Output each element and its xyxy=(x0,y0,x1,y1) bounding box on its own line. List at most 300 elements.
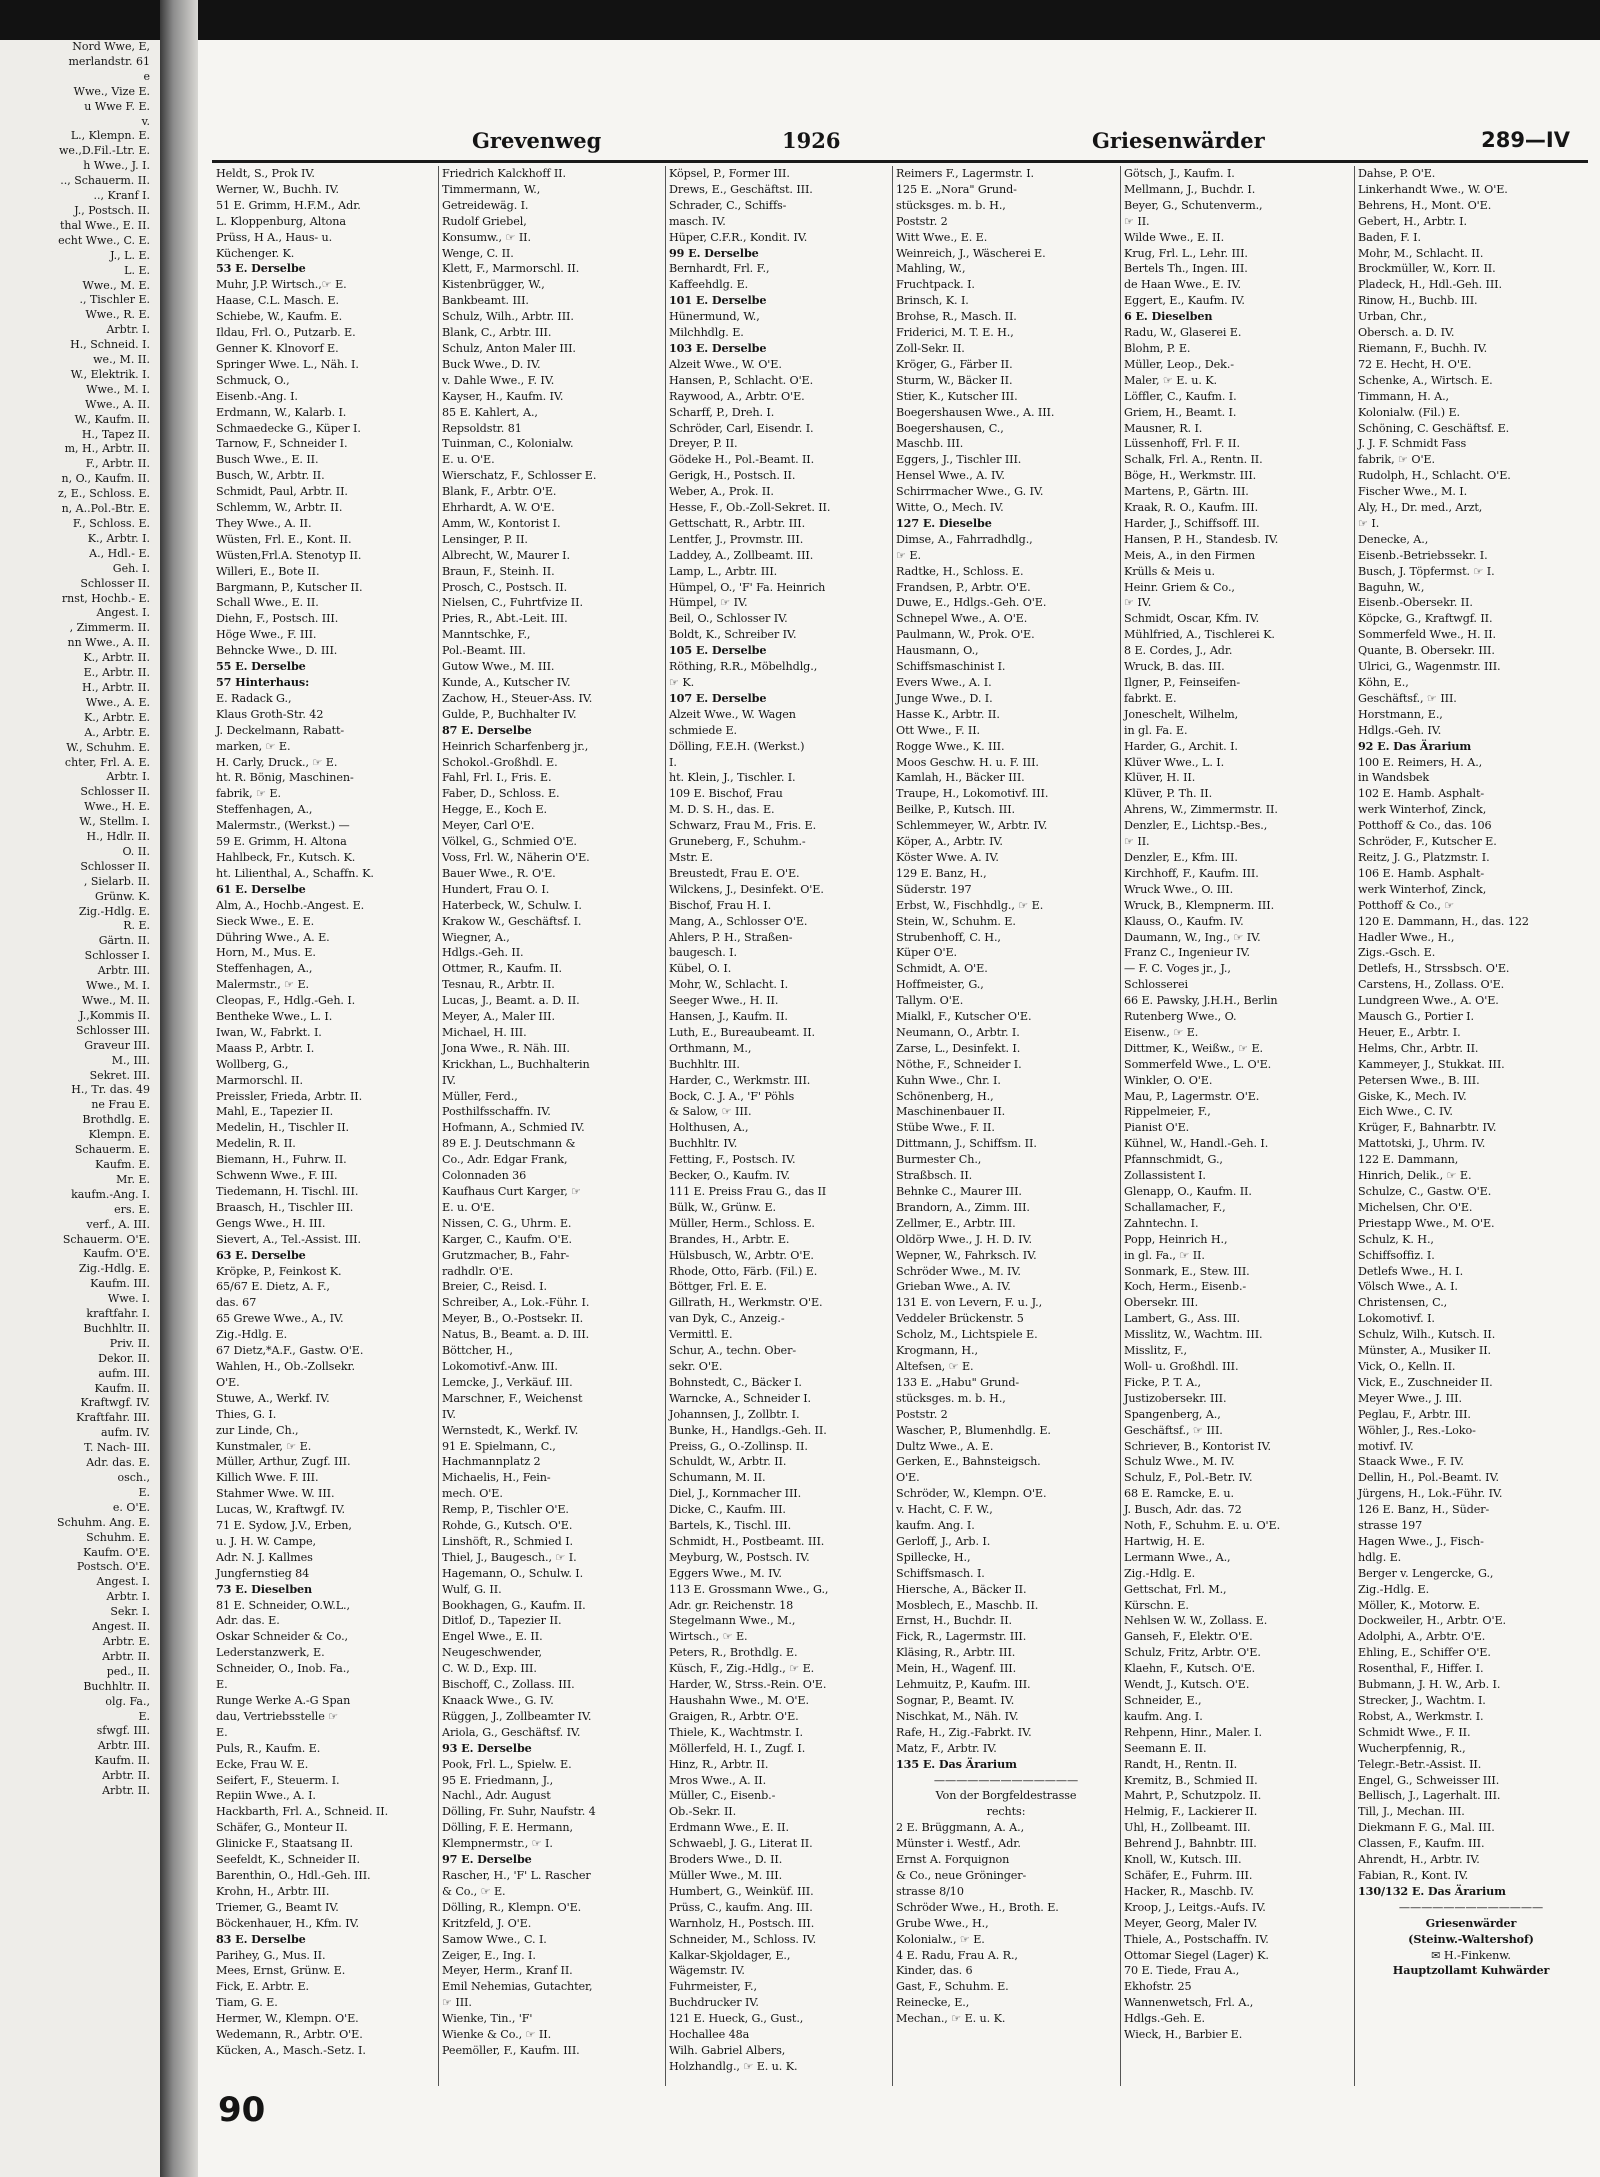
directory-entry: Hansen, P., Schlacht. O'E. xyxy=(669,373,814,387)
directory-entry: Dellin, H., Pol.-Beamt. IV. xyxy=(1358,1471,1499,1485)
directory-entry: Zig.-Hdlg. E. xyxy=(216,1328,288,1342)
directory-entry: Thiel, J., Baugesch., ☞ I. xyxy=(442,1550,577,1564)
directory-entry: Höge Wwe., F. III. xyxy=(216,628,317,642)
directory-entry: Schrader, C., Schiffs- xyxy=(669,198,787,212)
directory-entry: Marmorschl. II. xyxy=(216,1073,303,1087)
directory-entry: Burmester Ch., xyxy=(896,1153,982,1167)
directory-entry: Bernhardt, Frl. F., xyxy=(669,262,770,276)
directory-entry: Schmuck, O., xyxy=(216,373,290,387)
directory-house-heading: 127 E. Dieselbe xyxy=(896,515,992,530)
prev-page-line: E. xyxy=(138,1709,150,1723)
directory-entry: Mühlfried, A., Tischlerei K. xyxy=(1124,628,1275,642)
directory-entry: 72 E. Hecht, H. O'E. xyxy=(1358,357,1472,371)
prev-page-line: E., Arbtr. II. xyxy=(83,666,150,680)
prev-page-line: Grünw. K. xyxy=(94,889,150,903)
directory-entry: Münster i. Westf., Adr. xyxy=(896,1837,1021,1851)
directory-entry: ✉ H.-Finkenw. xyxy=(1431,1948,1511,1962)
directory-entry: Blohm, P. E. xyxy=(1124,341,1191,355)
directory-entry: Genner K. Klnovorf E. xyxy=(216,341,339,355)
directory-entry: Zahntechn. I. xyxy=(1124,1216,1199,1230)
prev-page-line: Angest. II. xyxy=(92,1620,150,1634)
prev-page-line: kaufm.-Ang. I. xyxy=(71,1187,150,1201)
directory-entry: Ildau, Frl. O., Putzarb. E. xyxy=(216,326,356,340)
prev-page-line: W., Schuhm. E. xyxy=(66,740,150,754)
directory-entry: ☞ E. xyxy=(896,548,921,562)
directory-entry: 89 E. J. Deutschmann & xyxy=(442,1137,576,1151)
directory-entry: Bischoff, C., Zollass. III. xyxy=(442,1678,575,1692)
directory-entry: 109 E. Bischof, Frau xyxy=(669,787,783,801)
directory-entry: Schmidt, Oscar, Kfm. IV. xyxy=(1124,612,1260,626)
directory-entry: Dimse, A., Fahrradhdlg., xyxy=(896,532,1033,546)
directory-entry: fabrkt. E. xyxy=(1124,691,1177,705)
directory-column-1 xyxy=(212,166,439,2086)
directory-entry: Götsch, J., Kaufm. I. xyxy=(1124,167,1235,180)
prev-page-line: H., Schneid. I. xyxy=(70,338,150,352)
prev-page-line: J.,Kommis II. xyxy=(79,1008,150,1022)
directory-entry: Reimers F., Lagermstr. I. xyxy=(896,167,1034,180)
directory-entry: Brandorn, A., Zimm. III. xyxy=(896,1200,1030,1214)
directory-entry: Dittmann, J., Schiffsm. II. xyxy=(896,1137,1037,1151)
directory-entry: Dultz Wwe., A. E. xyxy=(896,1439,994,1453)
directory-house-heading: 61 E. Derselbe xyxy=(216,881,306,896)
prev-page-line: Arbtr. II. xyxy=(102,1769,150,1783)
directory-entry: strasse 197 xyxy=(1358,1519,1423,1533)
directory-entry: kaufm. Ang. I. xyxy=(896,1519,975,1533)
directory-entry: Wienke & Co., ☞ II. xyxy=(442,2028,552,2042)
directory-entry: werk Winterhof, Zinck, xyxy=(1358,803,1487,817)
directory-entry: Kübel, O. I. xyxy=(669,962,732,976)
directory-entry: motivf. IV. xyxy=(1358,1439,1414,1453)
directory-entry: Helmig, F., Lackierer II. xyxy=(1124,1805,1258,1819)
directory-entry: Malermstr., ☞ E. xyxy=(216,978,310,992)
prev-page-line: u Wwe F. E. xyxy=(84,99,150,113)
directory-entry: Hdlgs.-Geh. IV. xyxy=(1358,723,1442,737)
directory-entry: Raywood, A., Arbtr. O'E. xyxy=(669,389,805,403)
directory-entry: ☞ IV. xyxy=(1124,596,1152,610)
directory-entry: Veddeler Brückenstr. 5 xyxy=(896,1312,1024,1326)
directory-entry: Seifert, F., Steuerm. I. xyxy=(216,1773,340,1787)
directory-entry: Evers Wwe., A. I. xyxy=(896,676,992,689)
directory-house-heading: 63 E. Derselbe xyxy=(216,1247,306,1262)
directory-entry: Eich Wwe., C. IV. xyxy=(1358,1105,1453,1119)
directory-entry: masch. IV. xyxy=(669,214,726,228)
directory-entry: Ilgner, P., Feinseifen- xyxy=(1124,676,1241,689)
directory-entry: Hagen Wwe., J., Fisch- xyxy=(1358,1534,1484,1548)
directory-entry: Müller Wwe., M. III. xyxy=(669,1868,783,1882)
prev-page-line: J., L. E. xyxy=(110,248,150,262)
directory-entry: Linshöft, R., Schmied I. xyxy=(442,1534,573,1548)
directory-entry: Hermer, W., Klempn. O'E. xyxy=(216,2012,359,2026)
directory-entry: Krülls & Meis u. xyxy=(1124,564,1215,578)
prev-page-line: Gärtn. II. xyxy=(98,934,150,948)
directory-entry: Hartwig, H. E. xyxy=(1124,1534,1205,1548)
directory-entry: 8 E. Cordes, J., Adr. xyxy=(1124,644,1233,658)
directory-entry: Preiss, G., O.-Zollinsp. II. xyxy=(669,1439,808,1453)
directory-entry: 71 E. Sydow, J.V., Erben, xyxy=(216,1519,352,1533)
directory-entry: Popp, Heinrich H., xyxy=(1124,1232,1228,1246)
directory-entry: Emil Nehemias, Gutachter, xyxy=(442,1980,593,1994)
prev-page-line: ., Tischler E. xyxy=(79,293,150,307)
prev-page-line: n, O., Kaufm. II. xyxy=(61,472,150,486)
directory-entry: Bankbeamt. III. xyxy=(442,294,529,308)
directory-house-heading: (Steinw.-Waltershof) xyxy=(1408,1931,1534,1946)
directory-entry: Mechan., ☞ E. u. K. xyxy=(896,2012,1006,2026)
directory-entry: Ahlers, P. H., Straßen- xyxy=(669,930,793,944)
directory-entry: Beyer, G., Schutenverm., xyxy=(1124,198,1263,212)
directory-entry: Brohse, R., Masch. II. xyxy=(896,310,1017,324)
directory-entry: Kaffeehdlg. E. xyxy=(669,278,749,292)
directory-entry: Krohn, H., Arbtr. III. xyxy=(216,1884,330,1898)
directory-entry: Matz, F., Arbtr. IV. xyxy=(896,1741,997,1755)
directory-entry: Köpsel, P., Former III. xyxy=(669,167,790,180)
directory-house-heading: 130/132 E. Das Ärarium xyxy=(1358,1883,1506,1898)
directory-entry: Lokomotivf.-Anw. III. xyxy=(442,1359,558,1373)
prev-page-line: Brothdlg. E. xyxy=(82,1113,150,1127)
directory-entry: Ahrendt, H., Arbtr. IV. xyxy=(1358,1853,1480,1867)
directory-entry: Aly, H., Dr. med., Arzt, xyxy=(1358,501,1483,515)
directory-entry: Detlefs, H., Strssbsch. O'E. xyxy=(1358,962,1510,976)
directory-entry: Bookhagen, G., Kaufm. II. xyxy=(442,1598,586,1612)
prev-page-line: O. II. xyxy=(122,844,150,858)
directory-entry: Faber, D., Schloss. E. xyxy=(442,787,560,801)
directory-entry: Gebert, H., Arbtr. I. xyxy=(1358,214,1467,228)
directory-entry: Christensen, C., xyxy=(1358,1296,1448,1310)
directory-entry: Obersch. a. D. IV. xyxy=(1358,326,1455,340)
directory-entry: Adr. gr. Reichenstr. 18 xyxy=(669,1598,794,1612)
directory-entry: Köpcke, G., Kraftwgf. II. xyxy=(1358,612,1493,626)
directory-entry: Telegr.-Betr.-Assist. II. xyxy=(1358,1757,1482,1771)
directory-entry: Junge Wwe., D. I. xyxy=(896,691,993,705)
prev-page-line: Wwe. I. xyxy=(107,1292,150,1306)
directory-entry: Baguhn, W., xyxy=(1358,580,1425,594)
directory-entry: Parihey, G., Mus. II. xyxy=(216,1948,326,1962)
directory-entry: Müller, Ferd., xyxy=(442,1089,518,1103)
directory-entry: Schröder, Carl, Eisendr. I. xyxy=(669,421,814,435)
directory-entry: Altefsen, ☞ E. xyxy=(896,1359,974,1373)
directory-entry: Braasch, H., Tischler III. xyxy=(216,1200,354,1214)
directory-entry: in gl. Fa., ☞ II. xyxy=(1124,1248,1205,1262)
directory-entry: Kolonialw., ☞ E. xyxy=(896,1932,985,1946)
directory-entry: rechts: xyxy=(986,1805,1026,1819)
directory-entry: Biemann, H., Fuhrw. II. xyxy=(216,1153,347,1167)
directory-entry: Wepner, W., Fahrksch. IV. xyxy=(896,1248,1037,1262)
directory-entry: Peters, R., Brothdlg. E. xyxy=(669,1646,798,1660)
directory-entry: Hahlbeck, Fr., Kutsch. K. xyxy=(216,850,356,864)
directory-entry: Glenapp, O., Kaufm. II. xyxy=(1124,1185,1252,1198)
directory-entry: Grutzmacher, B., Fahr- xyxy=(442,1248,570,1262)
book-gutter xyxy=(160,0,198,2177)
directory-entry: marken, ☞ E. xyxy=(216,739,291,753)
directory-entry: Bock, C. J. A., 'F' Pöhls xyxy=(669,1089,795,1103)
directory-entry: Hansen, J., Kaufm. II. xyxy=(669,1010,788,1024)
prev-page-line: Mr. E. xyxy=(116,1172,150,1186)
directory-entry: in gl. Fa. E. xyxy=(1124,723,1188,737)
directory-entry: Milchhdlg. E. xyxy=(669,326,744,340)
directory-entry: Schneider, O., Inob. Fa., xyxy=(216,1662,350,1676)
directory-entry: Manntschke, F., xyxy=(442,628,531,642)
directory-entry: 85 E. Kahlert, A., xyxy=(442,405,538,419)
directory-entry: Maschb. III. xyxy=(896,437,964,451)
directory-entry: Meyer, Carl O'E. xyxy=(442,819,535,833)
prev-page-line: n, A..Pol.-Btr. E. xyxy=(61,502,150,516)
directory-entry: Tiam, G. E. xyxy=(216,1996,278,2010)
directory-entry: Jona Wwe., R. Näh. III. xyxy=(442,1041,570,1055)
directory-entry: Schmaedecke G., Küper I. xyxy=(216,421,361,435)
directory-entry: Getreidewäg. I. xyxy=(442,198,529,212)
directory-entry: Bargmann, P., Kutscher II. xyxy=(216,580,363,594)
directory-entry: Harder, W., Strss.-Rein. O'E. xyxy=(669,1678,827,1692)
directory-entry: Ernst, H., Buchdr. II. xyxy=(896,1614,1012,1628)
directory-entry: Möller, K., Motorw. E. xyxy=(1358,1598,1480,1612)
directory-entry: Schröder, F., Kutscher E. xyxy=(1358,835,1497,849)
directory-entry: Krug, Frl. L., Lehr. III. xyxy=(1124,246,1248,260)
directory-entry: Wenge, C. II. xyxy=(442,246,514,260)
directory-entry: Mees, Ernst, Grünw. E. xyxy=(216,1964,346,1978)
directory-entry: Meyer, A., Maler III. xyxy=(442,1010,555,1024)
directory-entry: Priestapp Wwe., M. O'E. xyxy=(1358,1216,1495,1230)
directory-entry: J. Busch, Adr. das. 72 xyxy=(1124,1503,1242,1517)
directory-entry: Hülsbusch, W., Arbtr. O'E. xyxy=(669,1248,814,1262)
directory-entry: Köhn, E., xyxy=(1358,676,1409,689)
directory-entry: Martens, P., Gärtn. III. xyxy=(1124,485,1249,499)
directory-entry: Posthilfsschaffn. IV. xyxy=(442,1105,551,1119)
directory-entry: Ficke, P. T. A., xyxy=(1124,1375,1202,1389)
directory-entry: Schwenn Wwe., F. III. xyxy=(216,1169,338,1183)
directory-entry: Wirtsch., ☞ E. xyxy=(669,1630,748,1644)
directory-entry: Harder, J., Schiffsoff. III. xyxy=(1124,516,1260,530)
directory-entry: Baden, F. I. xyxy=(1358,230,1421,244)
prev-page-line: aufm. III. xyxy=(98,1366,150,1380)
directory-entry: Schulz, F., Pol.-Betr. IV. xyxy=(1124,1471,1253,1485)
directory-entry: Rutenberg Wwe., O. xyxy=(1124,1010,1237,1024)
directory-house-heading: 135 E. Das Ärarium xyxy=(896,1756,1017,1771)
directory-entry: radhdlr. O'E. xyxy=(442,1264,514,1278)
directory-entry: Moos Geschw. H. u. F. III. xyxy=(896,755,1039,769)
directory-entry: Kröpke, P., Feinkost K. xyxy=(216,1264,342,1278)
directory-entry: Wucherpfennig, R., xyxy=(1358,1741,1466,1755)
directory-entry: Haase, C.L. Masch. E. xyxy=(216,294,339,308)
directory-entry: Reitz, J. G., Platzmstr. I. xyxy=(1358,850,1490,864)
directory-entry: Orthmann, M., xyxy=(669,1041,752,1055)
directory-entry: Stahmer Wwe. W. III. xyxy=(216,1487,335,1501)
directory-entry: ☞ K. xyxy=(669,676,695,689)
directory-entry: Repiin Wwe., A. I. xyxy=(216,1789,316,1803)
directory-entry: Klauss, O., Kaufm. IV. xyxy=(1124,914,1244,928)
directory-entry: Fahl, Frl. I., Fris. E. xyxy=(442,771,552,785)
directory-entry: Gutow Wwe., M. III. xyxy=(442,660,555,674)
directory-entry: Maler, ☞ E. u. K. xyxy=(1124,373,1217,387)
directory-house-heading: 97 E. Derselbe xyxy=(442,1852,532,1867)
directory-entry: 106 E. Hamb. Asphalt- xyxy=(1358,866,1485,880)
directory-entry: Strubenhoff, C. H., xyxy=(896,930,1001,944)
directory-entry: Hoffmeister, G., xyxy=(896,978,984,992)
directory-entry: Berger v. Lengercke, G., xyxy=(1358,1566,1494,1580)
directory-entry: Preissler, Frieda, Arbtr. II. xyxy=(216,1089,363,1103)
directory-entry: Hiersche, A., Bäcker II. xyxy=(896,1582,1027,1596)
prev-page-line: Kraftfahr. III. xyxy=(76,1411,150,1425)
directory-entry: Muhr, J.P. Wirtsch.,☞ E. xyxy=(216,278,347,292)
directory-entry: Colonnaden 36 xyxy=(442,1169,527,1183)
directory-entry: Konsumw., ☞ II. xyxy=(442,230,531,244)
prev-page-line: Kraftwgf. IV. xyxy=(80,1396,150,1410)
directory-entry: Schulz, Wilh., Arbtr. III. xyxy=(442,310,574,324)
directory-entry: Klaehn, F., Kutsch. O'E. xyxy=(1124,1662,1256,1676)
directory-entry: Pianist O'E. xyxy=(1124,1121,1190,1135)
prev-page-line: Nord Wwe, E, xyxy=(72,40,150,53)
directory-entry: Humbert, G., Weinküf. III. xyxy=(669,1884,814,1898)
directory-entry: Spangenberg, A., xyxy=(1124,1407,1221,1421)
directory-entry: Helms, Chr., Arbtr. II. xyxy=(1358,1041,1479,1055)
directory-entry: Thiele, K., Wachtmstr. I. xyxy=(669,1725,803,1739)
prev-page-line: J., Postsch. II. xyxy=(74,203,150,217)
directory-entry: Schriever, B., Kontorist IV. xyxy=(1124,1439,1271,1453)
directory-entry: Scharff, P., Dreh. I. xyxy=(669,405,775,419)
directory-entry: Grieban Wwe., A. IV. xyxy=(896,1280,1011,1294)
directory-entry: Mohr, W., Schlacht. I. xyxy=(669,978,789,992)
directory-entry: das. 67 xyxy=(216,1296,257,1310)
directory-entry: C. W. D., Exp. III. xyxy=(442,1662,537,1676)
directory-entry: Möllerfeld, H. I., Zugf. I. xyxy=(669,1741,806,1755)
directory-entry: ————————————— xyxy=(933,1773,1079,1787)
directory-entry: Jungfernstieg 84 xyxy=(216,1566,310,1580)
directory-house-heading: 87 E. Derselbe xyxy=(442,722,532,737)
directory-entry: Lentfer, J., Provmstr. III. xyxy=(669,532,804,546)
directory-entry: Broders Wwe., D. II. xyxy=(669,1853,783,1867)
directory-entry: Nischkat, M., Näh. IV. xyxy=(896,1709,1019,1723)
directory-entry: Rudolph, H., Schlacht. O'E. xyxy=(1358,469,1511,483)
directory-entry: Erdmann, W., Kalarb. I. xyxy=(216,405,347,419)
directory-entry: Zig.-Hdlg. E. xyxy=(1358,1582,1430,1596)
directory-entry: Ariola, G., Geschäftsf. IV. xyxy=(442,1725,581,1739)
directory-entry: Klüver, P. Th. II. xyxy=(1124,787,1213,801)
prev-page-line: merlandstr. 61 xyxy=(68,54,150,68)
prev-page-line: Dekor. II. xyxy=(98,1351,150,1365)
directory-entry: Co., Adr. Edgar Frank, xyxy=(442,1153,568,1167)
directory-entry: zur Linde, Ch., xyxy=(216,1423,299,1437)
directory-entry: Mosblech, E., Maschb. II. xyxy=(896,1598,1039,1612)
directory-entry: Hasse K., Arbtr. II. xyxy=(896,707,1000,721)
directory-entry: J. J. F. Schmidt Fass xyxy=(1358,437,1467,451)
directory-entry: Zellmer, E., Arbtr. III. xyxy=(896,1216,1016,1230)
directory-entry: Barenthin, O., Hdl.-Geh. III. xyxy=(216,1868,371,1882)
directory-entry: Dölling, F.E.H. (Werkst.) xyxy=(669,739,805,753)
directory-entry: Ob.-Sekr. II. xyxy=(669,1805,737,1819)
directory-entry: Wruck, B. das. III. xyxy=(1124,660,1225,674)
directory-entry: Classen, F., Kaufm. III. xyxy=(1358,1837,1485,1851)
directory-entry: Werner, W., Buchh. IV. xyxy=(216,182,339,196)
directory-entry: Rascher, H., 'F' L. Rascher xyxy=(442,1868,591,1882)
directory-entry: Maass P., Arbtr. I. xyxy=(216,1041,315,1055)
directory-entry: Mohr, M., Schlacht. II. xyxy=(1358,246,1484,260)
directory-entry: Schäfer, G., Monteur II. xyxy=(216,1821,348,1835)
directory-entry: Holthusen, A., xyxy=(669,1121,749,1135)
directory-entry: 51 E. Grimm, H.F.M., Adr. xyxy=(216,198,361,212)
directory-entry: Lucas, J., Beamt. a. D. II. xyxy=(442,994,580,1008)
directory-entry: Karger, C., Kaufm. O'E. xyxy=(442,1232,572,1246)
directory-entry: Wieck, H., Barbier E. xyxy=(1124,2028,1243,2042)
directory-entry: Medelin, R. II. xyxy=(216,1137,296,1151)
prev-page-line: M., III. xyxy=(111,1053,150,1067)
prev-page-line: Wwe., M. II. xyxy=(81,994,150,1007)
directory-entry: Gettschatt, R., Arbtr. III. xyxy=(669,516,806,530)
directory-entry: Schlemm, W., Arbtr. II. xyxy=(216,501,343,515)
directory-entry: Laddey, A., Zollbeamt. III. xyxy=(669,548,814,562)
directory-entry: Witte, O., Mech. IV. xyxy=(896,501,1004,515)
directory-entry: Hegge, E., Koch E. xyxy=(442,803,548,817)
prev-page-line: Kaufm. II. xyxy=(94,1381,150,1395)
prev-page-line: aufm. IV. xyxy=(100,1426,150,1440)
directory-entry: Seemann E. II. xyxy=(1124,1741,1207,1755)
directory-entry: Killich Wwe. F. III. xyxy=(216,1471,319,1485)
directory-entry: Steffenhagen, A., xyxy=(216,962,313,976)
directory-entry: Klüver Wwe., L. I. xyxy=(1124,755,1225,769)
directory-entry: ☞ II. xyxy=(1124,214,1150,228)
directory-entry: dau, Vertriebsstelle ☞ xyxy=(216,1709,339,1723)
directory-entry: Diekmann F. G., Mal. III. xyxy=(1358,1821,1495,1835)
directory-house-heading: 57 Hinterhaus: xyxy=(216,675,310,689)
directory-entry: Mahl, E., Tapezier II. xyxy=(216,1105,334,1119)
directory-entry: Von der Borgfeldestrasse xyxy=(935,1789,1077,1803)
directory-entry: fabrik, ☞ O'E. xyxy=(1358,453,1435,467)
directory-entry: Thies, G. I. xyxy=(216,1407,277,1421)
directory-entry: Eisenb.-Ang. I. xyxy=(216,389,298,403)
directory-entry: Straßbsch. II. xyxy=(896,1169,973,1183)
directory-entry: Köper, A., Arbtr. IV. xyxy=(896,835,1003,849)
directory-entry: Hensel Wwe., A. IV. xyxy=(896,469,1005,483)
directory-entry: Rippelmeier, F., xyxy=(1124,1105,1211,1119)
directory-entry: 81 E. Schneider, O.W.L., xyxy=(216,1598,350,1612)
directory-entry: Wägemstr. IV. xyxy=(669,1964,745,1978)
directory-entry: Böttcher, H., xyxy=(442,1344,513,1358)
directory-entry: Schuldt, W., Arbtr. II. xyxy=(669,1455,787,1469)
directory-entry: fabrik, ☞ E. xyxy=(216,787,281,801)
directory-entry: Franz C., Ingenieur IV. xyxy=(1124,946,1250,960)
directory-entry: Timmermann, W., xyxy=(442,182,541,196)
directory-entry: Meyer Wwe., J. III. xyxy=(1358,1391,1462,1405)
directory-entry: Hacker, R., Maschb. IV. xyxy=(1124,1884,1254,1898)
footer-page-number: 90 xyxy=(218,2090,266,2130)
prev-page-line: Zig.-Hdlg. E. xyxy=(78,1262,150,1276)
directory-entry: Timmann, H. A., xyxy=(1358,389,1450,403)
directory-entry: Gerigk, H., Postsch. II. xyxy=(669,469,796,483)
directory-entry: Kammeyer, J., Stukkat. III. xyxy=(1358,1057,1505,1071)
directory-entry: Friedrich Kalckhoff II. xyxy=(442,167,566,180)
directory-entry: Busch, J. Töpfermst. ☞ I. xyxy=(1358,564,1495,578)
directory-entry: Mau, P., Lagermstr. O'E. xyxy=(1124,1089,1260,1103)
directory-entry: v. Hacht, C. F. W., xyxy=(896,1503,993,1517)
prev-page-line: osch., xyxy=(117,1471,150,1484)
directory-entry: E. xyxy=(216,1678,228,1692)
directory-entry: Pol.-Beamt. III. xyxy=(442,644,526,658)
directory-entry: Wiegner, A., xyxy=(442,930,510,944)
prev-page-line: Graveur III. xyxy=(84,1038,150,1052)
directory-entry: Schall Wwe., E. II. xyxy=(216,596,319,610)
directory-house-heading: 107 E. Derselbe xyxy=(669,690,767,705)
directory-entry: Münster, A., Musiker II. xyxy=(1358,1344,1491,1358)
directory-entry: Zig.-Hdlg. E. xyxy=(1124,1566,1196,1580)
directory-entry: Eggers Wwe., M. IV. xyxy=(669,1566,782,1580)
directory-entry: Mstr. E. xyxy=(669,850,713,864)
directory-entry: Schröder Wwe., H., Broth. E. xyxy=(896,1900,1059,1914)
directory-entry: Müller, Herm., Schloss. E. xyxy=(669,1216,815,1230)
directory-entry: Schulz Wwe., M. IV. xyxy=(1124,1455,1235,1469)
prev-page-line: Schuhm. E. xyxy=(86,1530,150,1544)
directory-entry: Gruneberg, F., Schuhm.- xyxy=(669,835,806,849)
directory-entry: Thiele, A., Postschaffn. IV. xyxy=(1124,1932,1269,1946)
directory-entry: Natus, B., Beamt. a. D. III. xyxy=(442,1328,590,1342)
directory-entry: Alzeit Wwe., W. Wagen xyxy=(669,707,796,721)
directory-entry: Harder, G., Archit. I. xyxy=(1124,739,1238,753)
